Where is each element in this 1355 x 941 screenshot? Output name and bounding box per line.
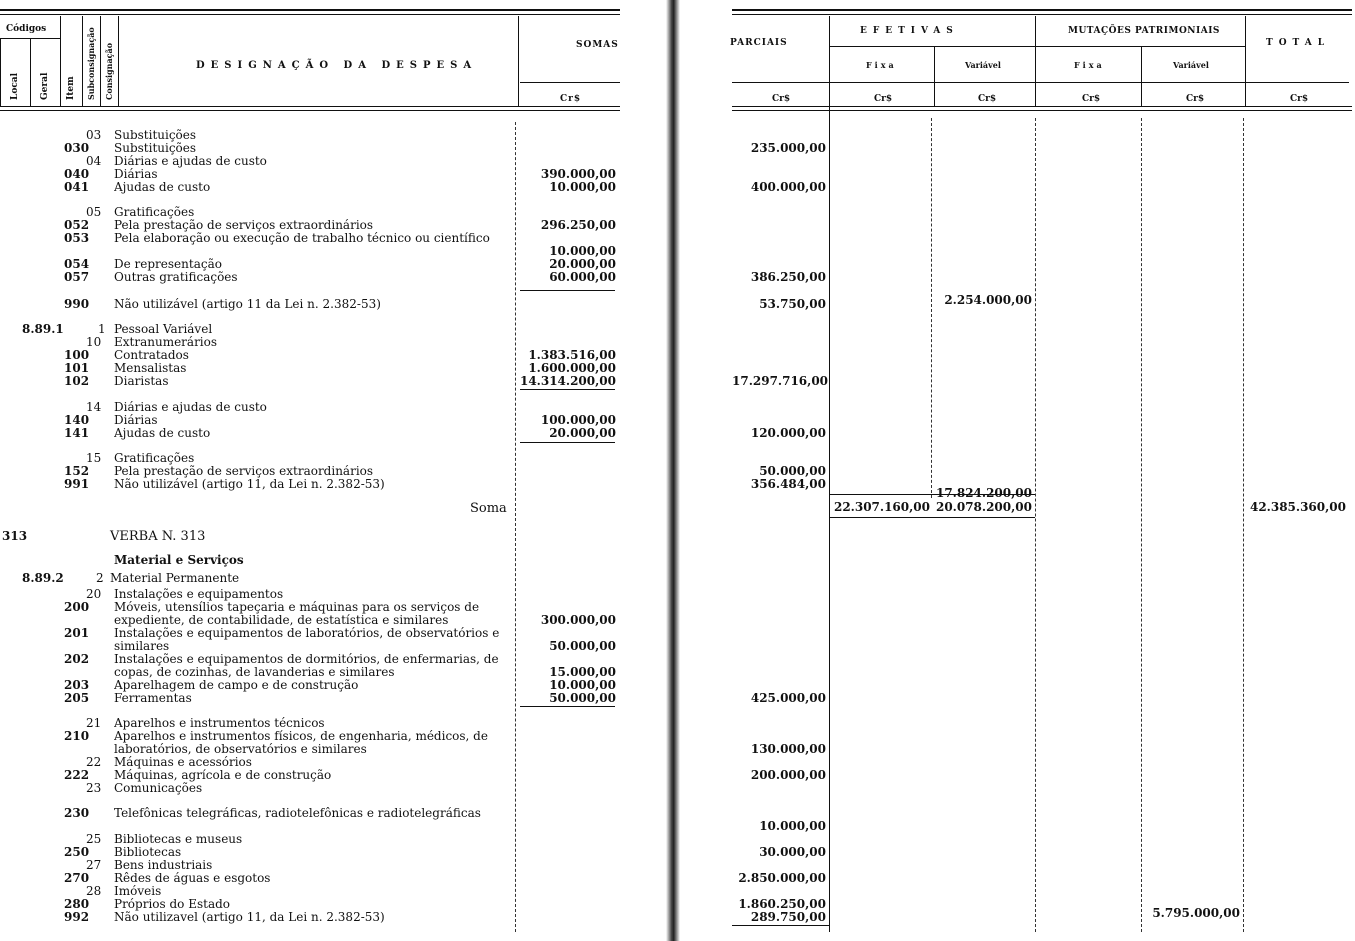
row-parcial: 17.297.716,00 — [732, 374, 829, 388]
row-code: 991 — [64, 477, 90, 491]
row-code: 205 — [64, 691, 90, 705]
header-subconsignacao: Subconsignação — [86, 27, 96, 100]
row-description: Gratificações — [114, 206, 195, 219]
row-code: 152 — [64, 464, 90, 478]
row-description: Aparelhagem de campo e de construção — [114, 679, 359, 692]
variavel-990: 2.254.000,00 — [944, 293, 1032, 307]
header-item: Item — [66, 76, 76, 100]
row-parcial: 30.000,00 — [759, 845, 826, 859]
row-code: 054 — [64, 257, 90, 271]
row-soma: 20.000,00 — [549, 426, 616, 440]
row-code: 25 — [86, 832, 102, 846]
row-description: Não utilizável (artigo 11 da Lei n. 2.382-53) — [114, 298, 381, 311]
row-description: Diárias e ajudas de custo — [114, 155, 267, 168]
row-description: Aparelhos e instrumentos técnicos — [114, 717, 325, 730]
row-description: Não utilizavel (artigo 11, da Lei n. 2.382-53) — [114, 911, 385, 924]
row-code: 101 — [64, 361, 90, 375]
row-parcial: 356.484,00 — [750, 477, 826, 491]
row-description: Diárias — [114, 414, 158, 427]
row-code: 210 — [64, 729, 90, 743]
row-soma: 300.000,00 — [540, 613, 616, 627]
row-code: 057 — [64, 270, 90, 284]
row-description: Bens industriais — [114, 859, 213, 872]
row-parcial: 120.000,00 — [750, 426, 826, 440]
header-local: Local — [10, 72, 20, 100]
row-code: 14 — [86, 400, 102, 414]
row-description: Instalações e equipamentos de laboratórios, de observatórios e similares — [114, 627, 500, 653]
row-code: 100 — [64, 348, 90, 362]
soma-variavel: 20.078.200,00 — [935, 500, 1032, 514]
row-description: Bibliotecas e museus — [114, 833, 243, 846]
row-parcial: 53.750,00 — [759, 297, 826, 311]
row-soma: 1.600.000,00 — [528, 361, 616, 375]
row-description: Contratados — [114, 349, 189, 362]
row-description: Próprios do Estado — [114, 898, 231, 911]
material-title: Material e Serviços — [114, 553, 244, 567]
row-code: 052 — [64, 218, 90, 232]
row-code: 04 — [86, 154, 102, 168]
row-soma: 296.250,00 — [540, 218, 616, 232]
row-description: Aparelhos e instrumentos físicos, de engenharia, médicos, de laboratórios, de observatórios e similares — [114, 730, 488, 756]
row-description: De representação — [114, 258, 222, 271]
row-code: 201 — [64, 626, 90, 640]
mutacoes-variavel-992: 5.795.000,00 — [1152, 906, 1240, 920]
row-code: 27 — [86, 858, 102, 872]
row-soma: 390.000,00 — [540, 167, 616, 181]
header-efetivas: EFETIVAS — [860, 26, 959, 36]
soma-total: 42.385.360,00 — [1249, 500, 1346, 514]
currency-variavel-mutacoes: Cr$ — [1186, 94, 1205, 104]
row-parcial: 289.750,00 — [750, 910, 826, 924]
currency-fixa-mutacoes: Cr$ — [1082, 94, 1101, 104]
row-soma: 10.000,00 — [549, 244, 616, 258]
left-page — [0, 0, 625, 941]
row-code: 200 — [64, 600, 90, 614]
header-designacao: DESIGNAÇÃO DA DESPESA — [196, 60, 478, 71]
row-code: 28 — [86, 884, 102, 898]
row-soma: 10.000,00 — [549, 678, 616, 692]
row-code: 040 — [64, 167, 90, 181]
header-codigos: Códigos — [6, 24, 47, 34]
row-description: Móveis, utensílios tapeçaria e máquinas para os serviços de expediente, de contabilidade, de estatística e similares — [114, 601, 480, 627]
row-parcial: 200.000,00 — [750, 768, 826, 782]
row-soma: 1.383.516,00 — [528, 348, 616, 362]
row-soma: 100.000,00 — [540, 413, 616, 427]
material-permanente: Material Permanente — [110, 571, 240, 585]
row-code: 23 — [86, 781, 102, 795]
row-description: Máquinas e acessórios — [114, 756, 252, 769]
row-soma: 50.000,00 — [549, 691, 616, 705]
row-description: Diárias e ajudas de custo — [114, 401, 267, 414]
soma-fixa: 22.307.160,00 — [833, 500, 930, 514]
row-description: Máquinas, agrícola e de construção — [114, 769, 332, 782]
row-description: Não utilizável (artigo 11, da Lei n. 2.382-53) — [114, 478, 385, 491]
row-soma: 14.314.200,00 — [519, 374, 616, 388]
row-code: 030 — [64, 141, 90, 155]
row-description: Pela prestação de serviços extraordinários — [114, 465, 374, 478]
row-description: Instalações e equipamentos — [114, 588, 284, 601]
row-code: 250 — [64, 845, 90, 859]
row-parcial: 425.000,00 — [750, 691, 826, 705]
currency-total: Cr$ — [1290, 94, 1309, 104]
row-soma: 60.000,00 — [549, 270, 616, 284]
row-parcial: 50.000,00 — [759, 464, 826, 478]
header-mutacoes: MUTAÇÕES PATRIMONIAIS — [1068, 26, 1220, 36]
row-code: 270 — [64, 871, 90, 885]
currency-parciais: Cr$ — [772, 94, 791, 104]
row-local-code: 8.89.1 — [22, 322, 64, 336]
row-parcial: 400.000,00 — [750, 180, 826, 194]
header-currency: Cr$ — [560, 94, 582, 104]
row-description: Pela elaboração ou execução de trabalho técnico ou científico — [114, 232, 490, 245]
row-parcial: 1.860.250,00 — [738, 897, 826, 911]
header-variavel-mutacoes: Variável — [1173, 60, 1209, 70]
row-code: 10 — [86, 335, 102, 349]
row-code: 041 — [64, 180, 90, 194]
row-code: 20 — [86, 587, 102, 601]
row-description: Ajudas de custo — [114, 181, 211, 194]
variavel-991: 17.824.200,00 — [935, 486, 1032, 500]
row-description: Ferramentas — [114, 692, 192, 705]
header-fixa-efetivas: Fixa — [866, 60, 897, 70]
row-description: Rêdes de águas e esgotos — [114, 872, 271, 885]
row-soma: 50.000,00 — [549, 639, 616, 653]
header-geral: Geral — [40, 72, 50, 100]
row-description: Substituições — [114, 129, 197, 142]
row-description: Pela prestação de serviços extraordinários — [114, 219, 374, 232]
row-description: Diaristas — [114, 375, 169, 388]
verba-label: VERBA N. 313 — [110, 529, 206, 544]
row-description: Pessoal Variável — [114, 323, 213, 336]
row-code: 1 — [98, 322, 106, 336]
row-code: 05 — [86, 205, 102, 219]
code-2: 2 — [96, 571, 104, 585]
row-code: 140 — [64, 413, 90, 427]
verba-code: 313 — [2, 529, 28, 543]
row-description: Comunicações — [114, 782, 203, 795]
row-code: 053 — [64, 231, 90, 245]
book-gutter — [666, 0, 680, 941]
header-parciais: PARCIAIS — [730, 38, 788, 48]
currency-variavel-efetivas: Cr$ — [978, 94, 997, 104]
row-code: 102 — [64, 374, 90, 388]
header-fixa-mutacoes: Fixa — [1074, 60, 1105, 70]
row-parcial: 130.000,00 — [750, 742, 826, 756]
row-code: 203 — [64, 678, 90, 692]
row-soma: 10.000,00 — [549, 180, 616, 194]
header-consignacao: Consignação — [104, 42, 114, 100]
row-soma: 15.000,00 — [549, 665, 616, 679]
row-description: Gratificações — [114, 452, 195, 465]
row-description: Imóveis — [114, 885, 162, 898]
row-code: 141 — [64, 426, 90, 440]
row-description: Bibliotecas — [114, 846, 182, 859]
row-description: Diárias — [114, 168, 158, 181]
row-code: 230 — [64, 806, 90, 820]
row-code: 202 — [64, 652, 90, 666]
row-code: 15 — [86, 451, 102, 465]
row-description: Instalações e equipamentos de dormitórios, de enfermarias, de copas, de cozinhas, de lavanderias e similares — [114, 653, 499, 679]
row-description: Telefônicas telegráficas, radiotelefônicas e radiotelegráficas — [114, 807, 481, 820]
soma-label: Soma — [470, 501, 507, 516]
row-description: Outras gratificações — [114, 271, 238, 284]
row-code: 03 — [86, 128, 102, 142]
local-8-89-2: 8.89.2 — [22, 571, 64, 585]
row-parcial: 235.000,00 — [750, 141, 826, 155]
row-description: Substituições — [114, 142, 197, 155]
row-code: 222 — [64, 768, 90, 782]
row-description: Mensalistas — [114, 362, 187, 375]
row-code: 990 — [64, 297, 90, 311]
row-code: 280 — [64, 897, 90, 911]
row-description: Extranumerários — [114, 336, 218, 349]
row-code: 22 — [86, 755, 102, 769]
row-parcial: 386.250,00 — [750, 270, 826, 284]
row-parcial: 2.850.000,00 — [738, 871, 826, 885]
row-soma: 20.000,00 — [549, 257, 616, 271]
row-code: 21 — [86, 716, 102, 730]
right-page — [728, 0, 1355, 941]
row-code: 992 — [64, 910, 90, 924]
currency-fixa-efetivas: Cr$ — [874, 94, 893, 104]
row-description: Ajudas de custo — [114, 427, 211, 440]
header-somas: SOMAS — [576, 40, 619, 50]
row-parcial: 10.000,00 — [759, 819, 826, 833]
header-total: TOTAL — [1266, 38, 1331, 48]
header-variavel-efetivas: Variável — [965, 60, 1001, 70]
